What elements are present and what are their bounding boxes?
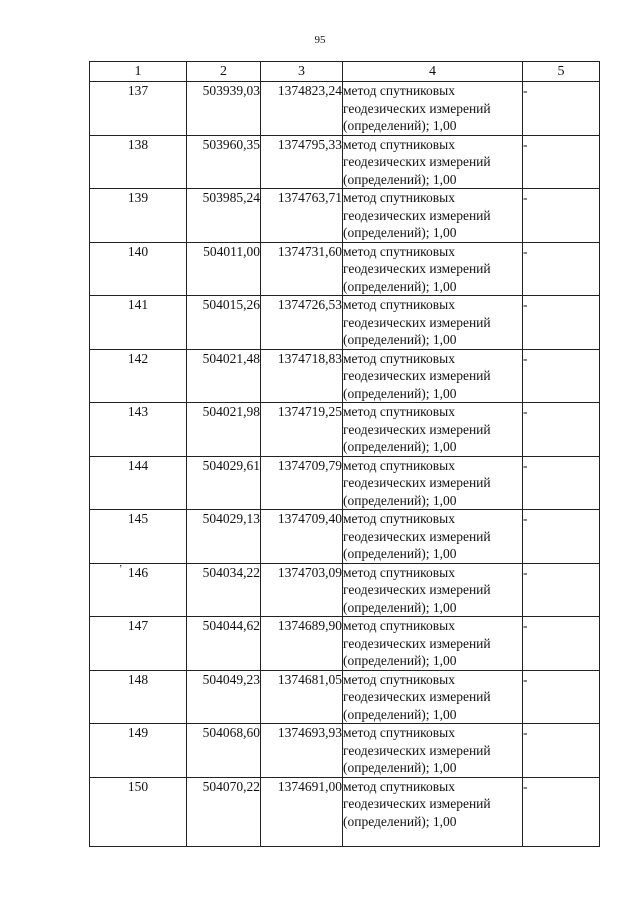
method-line-3: (определений); 1,00 (343, 278, 457, 294)
x-coordinate-cell: 504015,26 (187, 296, 261, 350)
note-cell: - (523, 563, 600, 617)
method-line-2: геодезических измерений (343, 796, 491, 811)
method-line-3: (определений); 1,00 (343, 760, 457, 775)
point-number-cell: 137 (90, 82, 187, 136)
method-line-1: метод спутниковых (343, 671, 455, 687)
point-number-cell: 145 (90, 510, 187, 564)
point-number-cell: 139 (90, 189, 187, 243)
note-cell: - (523, 670, 600, 724)
method-line-2: геодезических измерений (343, 689, 491, 704)
header-cell-5: 5 (523, 62, 600, 82)
y-coordinate-cell: 1374681,05 (261, 670, 343, 724)
x-coordinate-cell: 504070,22 (187, 777, 261, 846)
y-coordinate-cell: 1374718,83 (261, 349, 343, 403)
method-line-2: геодезических измерений (343, 528, 491, 544)
table-row (90, 135, 600, 189)
header-row (90, 62, 600, 82)
note-cell: - (523, 777, 600, 846)
x-coordinate-cell: 503985,24 (187, 189, 261, 243)
method-line-2: геодезических измерений (343, 742, 491, 758)
table-row (90, 563, 600, 617)
x-coordinate-cell: 504068,60 (187, 724, 261, 778)
note-cell: - (523, 456, 600, 510)
header-cell-3: 3 (261, 62, 343, 82)
y-coordinate-cell: 1374823,24 (261, 82, 343, 136)
table-row (90, 349, 600, 403)
y-coordinate-cell: 1374689,90 (261, 617, 343, 671)
x-coordinate-cell: 504011,00 (187, 242, 261, 296)
table-row (90, 670, 600, 724)
x-coordinate-cell: 504044,62 (187, 617, 261, 671)
method-line-3: (определений); 1,00 (343, 813, 457, 829)
point-number-cell: 144 (90, 456, 187, 510)
method-line-3: (определений); 1,00 (343, 171, 457, 187)
method-cell (343, 403, 523, 457)
method-line-1: метод спутниковых (343, 404, 455, 419)
method-line-1: метод спутниковых (343, 457, 455, 473)
y-coordinate-cell: 1374709,79 (261, 456, 343, 510)
y-coordinate-cell: 1374795,33 (261, 135, 343, 189)
y-coordinate-cell: 1374709,40 (261, 510, 343, 564)
method-line-1: метод спутниковых (343, 243, 455, 259)
point-number-cell: 148 (90, 670, 187, 724)
method-line-2: геодезических измерений (343, 475, 491, 490)
method-line-1: метод спутниковых (343, 511, 455, 526)
y-coordinate-cell: 1374731,60 (261, 242, 343, 296)
method-line-2: геодезических измерений (343, 368, 491, 383)
method-line-1: метод спутниковых (343, 778, 455, 794)
method-cell (343, 349, 523, 403)
note-cell: - (523, 403, 600, 457)
method-line-2: геодезических измерений (343, 261, 491, 276)
method-line-2: геодезических измерений (343, 582, 491, 597)
method-line-3: (определений); 1,00 (343, 439, 457, 454)
point-number-cell: 140 (90, 242, 187, 296)
method-line-1: метод спутниковых (343, 83, 455, 98)
method-line-2: геодезических измерений (343, 154, 491, 169)
y-coordinate-cell: 1374719,25 (261, 403, 343, 457)
table-row (90, 403, 600, 457)
method-cell (343, 189, 523, 243)
table-row (90, 189, 600, 243)
method-line-2: геодезических измерений (343, 421, 491, 437)
point-number-cell: 143 (90, 403, 187, 457)
method-line-3: (определений); 1,00 (343, 492, 457, 508)
note-cell: - (523, 724, 600, 778)
method-line-2: геодезических измерений (343, 635, 491, 651)
table-row (90, 724, 600, 778)
method-line-3: (определений); 1,00 (343, 599, 457, 615)
x-coordinate-cell: 504049,23 (187, 670, 261, 724)
method-line-1: метод спутниковых (343, 350, 455, 366)
y-coordinate-cell: 1374726,53 (261, 296, 343, 350)
coordinates-table (89, 61, 600, 847)
method-line-3: (определений); 1,00 (343, 385, 457, 401)
table-row (90, 777, 600, 846)
method-line-1: метод спутниковых (343, 564, 455, 580)
x-coordinate-cell: 503939,03 (187, 82, 261, 136)
page-number: 95 (314, 34, 326, 46)
note-cell: - (523, 349, 600, 403)
method-cell (343, 510, 523, 564)
scan-speck: ’ (119, 564, 123, 575)
table-row (90, 617, 600, 671)
table-row (90, 510, 600, 564)
y-coordinate-cell: 1374691,00 (261, 777, 343, 846)
method-cell (343, 456, 523, 510)
method-line-1: метод спутниковых (343, 297, 455, 312)
method-line-2: геодезических измерений (343, 314, 491, 330)
note-cell: - (523, 82, 600, 136)
method-cell (343, 82, 523, 136)
point-number-cell: 138 (90, 135, 187, 189)
method-line-3: (определений); 1,00 (343, 332, 457, 347)
x-coordinate-cell: 503960,35 (187, 135, 261, 189)
table-body (90, 82, 600, 847)
table-row (90, 296, 600, 350)
table-row (90, 82, 600, 136)
point-number-cell: 141 (90, 296, 187, 350)
table-row (90, 242, 600, 296)
method-line-3: (определений); 1,00 (343, 653, 457, 668)
method-line-1: метод спутниковых (343, 136, 455, 152)
method-cell (343, 777, 523, 846)
point-number-cell: 146 (90, 563, 187, 617)
note-cell: - (523, 296, 600, 350)
point-number-cell: 150 (90, 777, 187, 846)
note-cell: - (523, 510, 600, 564)
method-cell (343, 617, 523, 671)
point-number-cell: 142 (90, 349, 187, 403)
note-cell: - (523, 189, 600, 243)
note-cell: - (523, 617, 600, 671)
method-cell (343, 563, 523, 617)
method-line-1: метод спутниковых (343, 190, 455, 205)
x-coordinate-cell: 504034,22 (187, 563, 261, 617)
method-cell (343, 296, 523, 350)
method-cell (343, 135, 523, 189)
y-coordinate-cell: 1374703,09 (261, 563, 343, 617)
method-cell (343, 242, 523, 296)
method-line-3: (определений); 1,00 (343, 118, 457, 133)
y-coordinate-cell: 1374693,93 (261, 724, 343, 778)
header-cell-4: 4 (343, 62, 523, 82)
note-cell: - (523, 135, 600, 189)
method-line-3: (определений); 1,00 (343, 225, 457, 240)
method-line-1: метод спутниковых (343, 618, 455, 633)
x-coordinate-cell: 504029,61 (187, 456, 261, 510)
y-coordinate-cell: 1374763,71 (261, 189, 343, 243)
point-number-cell: 147 (90, 617, 187, 671)
x-coordinate-cell: 504029,13 (187, 510, 261, 564)
method-line-2: геодезических измерений (343, 100, 491, 116)
method-line-2: геодезических измерений (343, 207, 491, 223)
method-cell (343, 724, 523, 778)
x-coordinate-cell: 504021,48 (187, 349, 261, 403)
method-line-3: (определений); 1,00 (343, 706, 457, 722)
method-cell (343, 670, 523, 724)
method-line-3: (определений); 1,00 (343, 546, 457, 561)
note-cell: - (523, 242, 600, 296)
table-row (90, 456, 600, 510)
header-cell-2: 2 (187, 62, 261, 82)
method-line-1: метод спутниковых (343, 725, 455, 740)
x-coordinate-cell: 504021,98 (187, 403, 261, 457)
header-cell-1: 1 (90, 62, 187, 82)
point-number-cell: 149 (90, 724, 187, 778)
